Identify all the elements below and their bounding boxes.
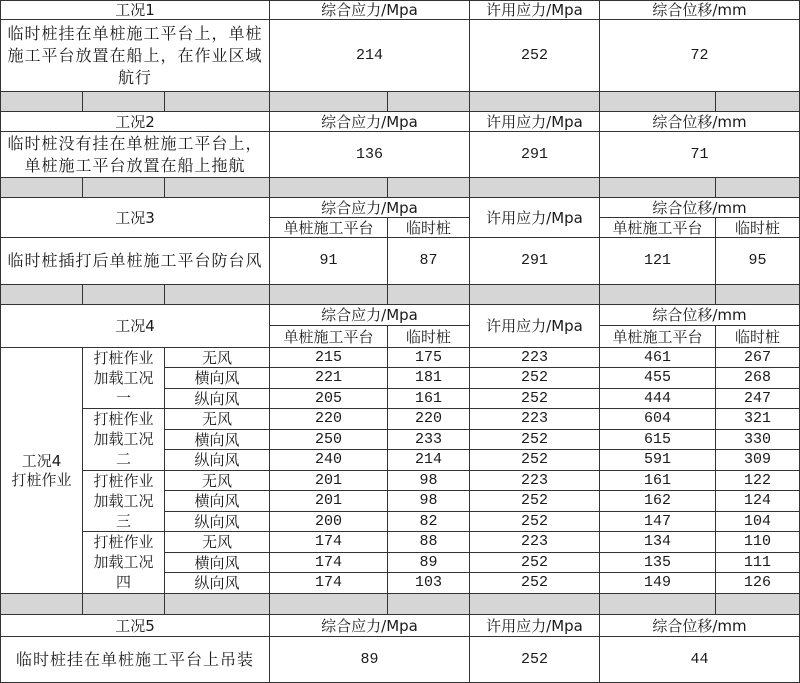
- wind-condition: 无风: [165, 532, 270, 553]
- case3-platform-displacement-value: 121: [600, 238, 716, 285]
- separator-cell: [716, 594, 800, 615]
- allowable-stress-value: 252: [470, 512, 600, 532]
- allowable-stress-value: 252: [470, 368, 600, 389]
- platform-displacement-value: 135: [600, 553, 716, 573]
- wind-condition: 纵向风: [165, 573, 270, 594]
- platform-displacement-value: 149: [600, 573, 716, 594]
- load-case-label-line: 加载工况: [93, 491, 154, 510]
- separator-cell: [388, 178, 470, 198]
- case2-title: 工况2: [1, 112, 270, 132]
- load-case-label: [83, 409, 165, 471]
- platform-displacement-value: 591: [600, 450, 716, 471]
- platform-displacement-value: 604: [600, 409, 716, 430]
- case3-platform-stress-value: 91: [270, 238, 388, 285]
- pile-displacement-value: 267: [716, 348, 800, 368]
- case1-stress-value: 214: [270, 20, 470, 92]
- case5-allowable-stress-value: 252: [470, 637, 600, 683]
- pile-displacement-value: 309: [716, 450, 800, 471]
- load-case-label-line: 加载工况: [93, 429, 154, 448]
- platform-displacement-value: 615: [600, 430, 716, 450]
- platform-displacement-value: 444: [600, 389, 716, 409]
- platform-stress-value: 174: [270, 532, 388, 553]
- load-case-label: [83, 532, 165, 594]
- pile-displacement-value: 124: [716, 491, 800, 512]
- load-case-label: [83, 348, 165, 409]
- case3-allowable-stress-header: 许用应力/Mpa: [470, 198, 600, 238]
- platform-displacement-value: 461: [600, 348, 716, 368]
- case2-allowable-stress-header: 许用应力/Mpa: [470, 112, 600, 132]
- platform-stress-value: 201: [270, 491, 388, 512]
- case5-displacement-header: 综合位移/mm: [600, 615, 800, 637]
- case4-stress-platform-subheader: 单桩施工平台: [270, 326, 388, 348]
- pile-displacement-value: 321: [716, 409, 800, 430]
- case3-title: 工况3: [1, 198, 270, 238]
- load-case-label-line: 四: [115, 573, 131, 592]
- case3-displacement-platform-subheader: 单桩施工平台: [600, 218, 716, 238]
- separator-cell: [716, 178, 800, 198]
- platform-stress-value: 174: [270, 573, 388, 594]
- separator-cell: [1, 285, 83, 305]
- load-case-label-line: 一: [115, 388, 131, 407]
- allowable-stress-value: 223: [470, 348, 600, 368]
- pile-stress-value: 98: [388, 491, 470, 512]
- platform-displacement-value: 162: [600, 491, 716, 512]
- pile-stress-value: 88: [388, 532, 470, 553]
- separator-cell: [83, 594, 165, 615]
- case1-allowable-stress-header: 许用应力/Mpa: [470, 1, 600, 20]
- pile-displacement-value: 247: [716, 389, 800, 409]
- separator-cell: [1, 92, 83, 112]
- case3-stress-pile-subheader: 临时桩: [388, 218, 470, 238]
- case5-stress-header: 综合应力/Mpa: [270, 615, 470, 637]
- case5-title: 工况5: [1, 615, 270, 637]
- wind-condition: 无风: [165, 471, 270, 491]
- pile-stress-value: 161: [388, 389, 470, 409]
- case4-displacement-header: 综合位移/mm: [600, 305, 800, 326]
- load-case-label-line: 三: [115, 511, 131, 530]
- load-case-label-line: 加载工况: [93, 368, 154, 387]
- pile-stress-value: 220: [388, 409, 470, 430]
- case1-displacement-header: 综合位移/mm: [600, 1, 800, 20]
- case3-description: 临时桩插打后单桩施工平台防台风: [1, 238, 270, 285]
- separator-cell: [600, 92, 716, 112]
- allowable-stress-value: 252: [470, 430, 600, 450]
- case3-allowable-stress-value: 291: [470, 238, 600, 285]
- case2-description: 临时桩没有挂在单桩施工平台上，单桩施工平台放置在船上拖航: [1, 132, 270, 178]
- platform-stress-value: 200: [270, 512, 388, 532]
- separator-cell: [1, 178, 83, 198]
- case4-group-label: [1, 348, 83, 594]
- case3-pile-stress-value: 87: [388, 238, 470, 285]
- wind-condition: 横向风: [165, 491, 270, 512]
- separator-cell: [165, 178, 270, 198]
- pile-stress-value: 233: [388, 430, 470, 450]
- case2-stress-value: 136: [270, 132, 470, 178]
- pile-stress-value: 181: [388, 368, 470, 389]
- case1-stress-header: 综合应力/Mpa: [270, 1, 470, 20]
- wind-condition: 无风: [165, 348, 270, 368]
- case3-displacement-header: 综合位移/mm: [600, 198, 800, 218]
- pile-displacement-value: 110: [716, 532, 800, 553]
- separator-cell: [83, 285, 165, 305]
- separator-cell: [270, 285, 388, 305]
- separator-cell: [470, 92, 600, 112]
- pile-displacement-value: 122: [716, 471, 800, 491]
- separator-cell: [716, 285, 800, 305]
- separator-cell: [470, 285, 600, 305]
- pile-stress-value: 89: [388, 553, 470, 573]
- wind-condition: 横向风: [165, 430, 270, 450]
- case4-title: 工况4: [1, 305, 270, 348]
- wind-condition: 纵向风: [165, 389, 270, 409]
- case2-allowable-stress-value: 291: [470, 132, 600, 178]
- platform-stress-value: 250: [270, 430, 388, 450]
- platform-stress-value: 220: [270, 409, 388, 430]
- case3-stress-header: 综合应力/Mpa: [270, 198, 470, 218]
- load-case-label-line: 打桩作业: [93, 348, 154, 367]
- case4-stress-header: 综合应力/Mpa: [270, 305, 470, 326]
- separator-cell: [716, 92, 800, 112]
- platform-displacement-value: 134: [600, 532, 716, 553]
- platform-displacement-value: 161: [600, 471, 716, 491]
- allowable-stress-value: 252: [470, 450, 600, 471]
- case3-pile-displacement-value: 95: [716, 238, 800, 285]
- case2-displacement-header: 综合位移/mm: [600, 112, 800, 132]
- separator-cell: [470, 178, 600, 198]
- case1-title: 工况1: [1, 1, 270, 20]
- wind-condition: 横向风: [165, 553, 270, 573]
- allowable-stress-value: 223: [470, 409, 600, 430]
- load-case-label: [83, 471, 165, 532]
- pile-stress-value: 175: [388, 348, 470, 368]
- case4-displacement-pile-subheader: 临时桩: [716, 326, 800, 348]
- case5-allowable-stress-header: 许用应力/Mpa: [470, 615, 600, 637]
- separator-cell: [388, 594, 470, 615]
- allowable-stress-value: 252: [470, 553, 600, 573]
- separator-cell: [600, 285, 716, 305]
- pile-displacement-value: 268: [716, 368, 800, 389]
- load-case-label-line: 打桩作业: [93, 532, 154, 551]
- case3-displacement-pile-subheader: 临时桩: [716, 218, 800, 238]
- separator-cell: [600, 594, 716, 615]
- case5-displacement-value: 44: [600, 637, 800, 683]
- wind-condition: 无风: [165, 409, 270, 430]
- pile-displacement-value: 111: [716, 553, 800, 573]
- wind-condition: 纵向风: [165, 450, 270, 471]
- platform-stress-value: 201: [270, 471, 388, 491]
- separator-cell: [600, 178, 716, 198]
- allowable-stress-value: 223: [470, 532, 600, 553]
- wind-condition: 横向风: [165, 368, 270, 389]
- platform-stress-value: 240: [270, 450, 388, 471]
- case1-allowable-stress-value: 252: [470, 20, 600, 92]
- separator-cell: [270, 178, 388, 198]
- pile-displacement-value: 126: [716, 573, 800, 594]
- case4-group-label-line: 打桩作业: [11, 470, 72, 489]
- platform-stress-value: 215: [270, 348, 388, 368]
- pile-displacement-value: 104: [716, 512, 800, 532]
- separator-cell: [165, 594, 270, 615]
- allowable-stress-value: 223: [470, 471, 600, 491]
- platform-stress-value: 221: [270, 368, 388, 389]
- allowable-stress-value: 252: [470, 389, 600, 409]
- case2-stress-header: 综合应力/Mpa: [270, 112, 470, 132]
- allowable-stress-value: 252: [470, 491, 600, 512]
- separator-cell: [83, 178, 165, 198]
- pile-stress-value: 82: [388, 512, 470, 532]
- platform-displacement-value: 147: [600, 512, 716, 532]
- load-case-label-line: 二: [115, 450, 131, 469]
- load-case-label-line: 打桩作业: [93, 471, 154, 490]
- separator-cell: [1, 594, 83, 615]
- case4-stress-pile-subheader: 临时桩: [388, 326, 470, 348]
- pile-displacement-value: 330: [716, 430, 800, 450]
- case2-displacement-value: 71: [600, 132, 800, 178]
- wind-condition: 纵向风: [165, 512, 270, 532]
- case1-description: 临时桩挂在单桩施工平台上，单桩施工平台放置在船上，在作业区域航行: [1, 20, 270, 92]
- platform-stress-value: 205: [270, 389, 388, 409]
- pile-stress-value: 214: [388, 450, 470, 471]
- case1-displacement-value: 72: [600, 20, 800, 92]
- load-case-label-line: 打桩作业: [93, 409, 154, 428]
- case4-group-label-line: 工况4: [21, 451, 62, 470]
- case3-stress-platform-subheader: 单桩施工平台: [270, 218, 388, 238]
- platform-displacement-value: 455: [600, 368, 716, 389]
- platform-stress-value: 174: [270, 553, 388, 573]
- case4-displacement-platform-subheader: 单桩施工平台: [600, 326, 716, 348]
- separator-cell: [270, 92, 388, 112]
- allowable-stress-value: 252: [470, 573, 600, 594]
- separator-cell: [470, 594, 600, 615]
- case4-allowable-stress-header: 许用应力/Mpa: [470, 305, 600, 348]
- separator-cell: [165, 92, 270, 112]
- load-case-label-line: 加载工况: [93, 552, 154, 571]
- separator-cell: [270, 594, 388, 615]
- separator-cell: [165, 285, 270, 305]
- separator-cell: [388, 285, 470, 305]
- case5-description: 临时桩挂在单桩施工平台上吊装: [1, 637, 270, 683]
- pile-stress-value: 98: [388, 471, 470, 491]
- case5-stress-value: 89: [270, 637, 470, 683]
- pile-stress-value: 103: [388, 573, 470, 594]
- separator-cell: [83, 92, 165, 112]
- separator-cell: [388, 92, 470, 112]
